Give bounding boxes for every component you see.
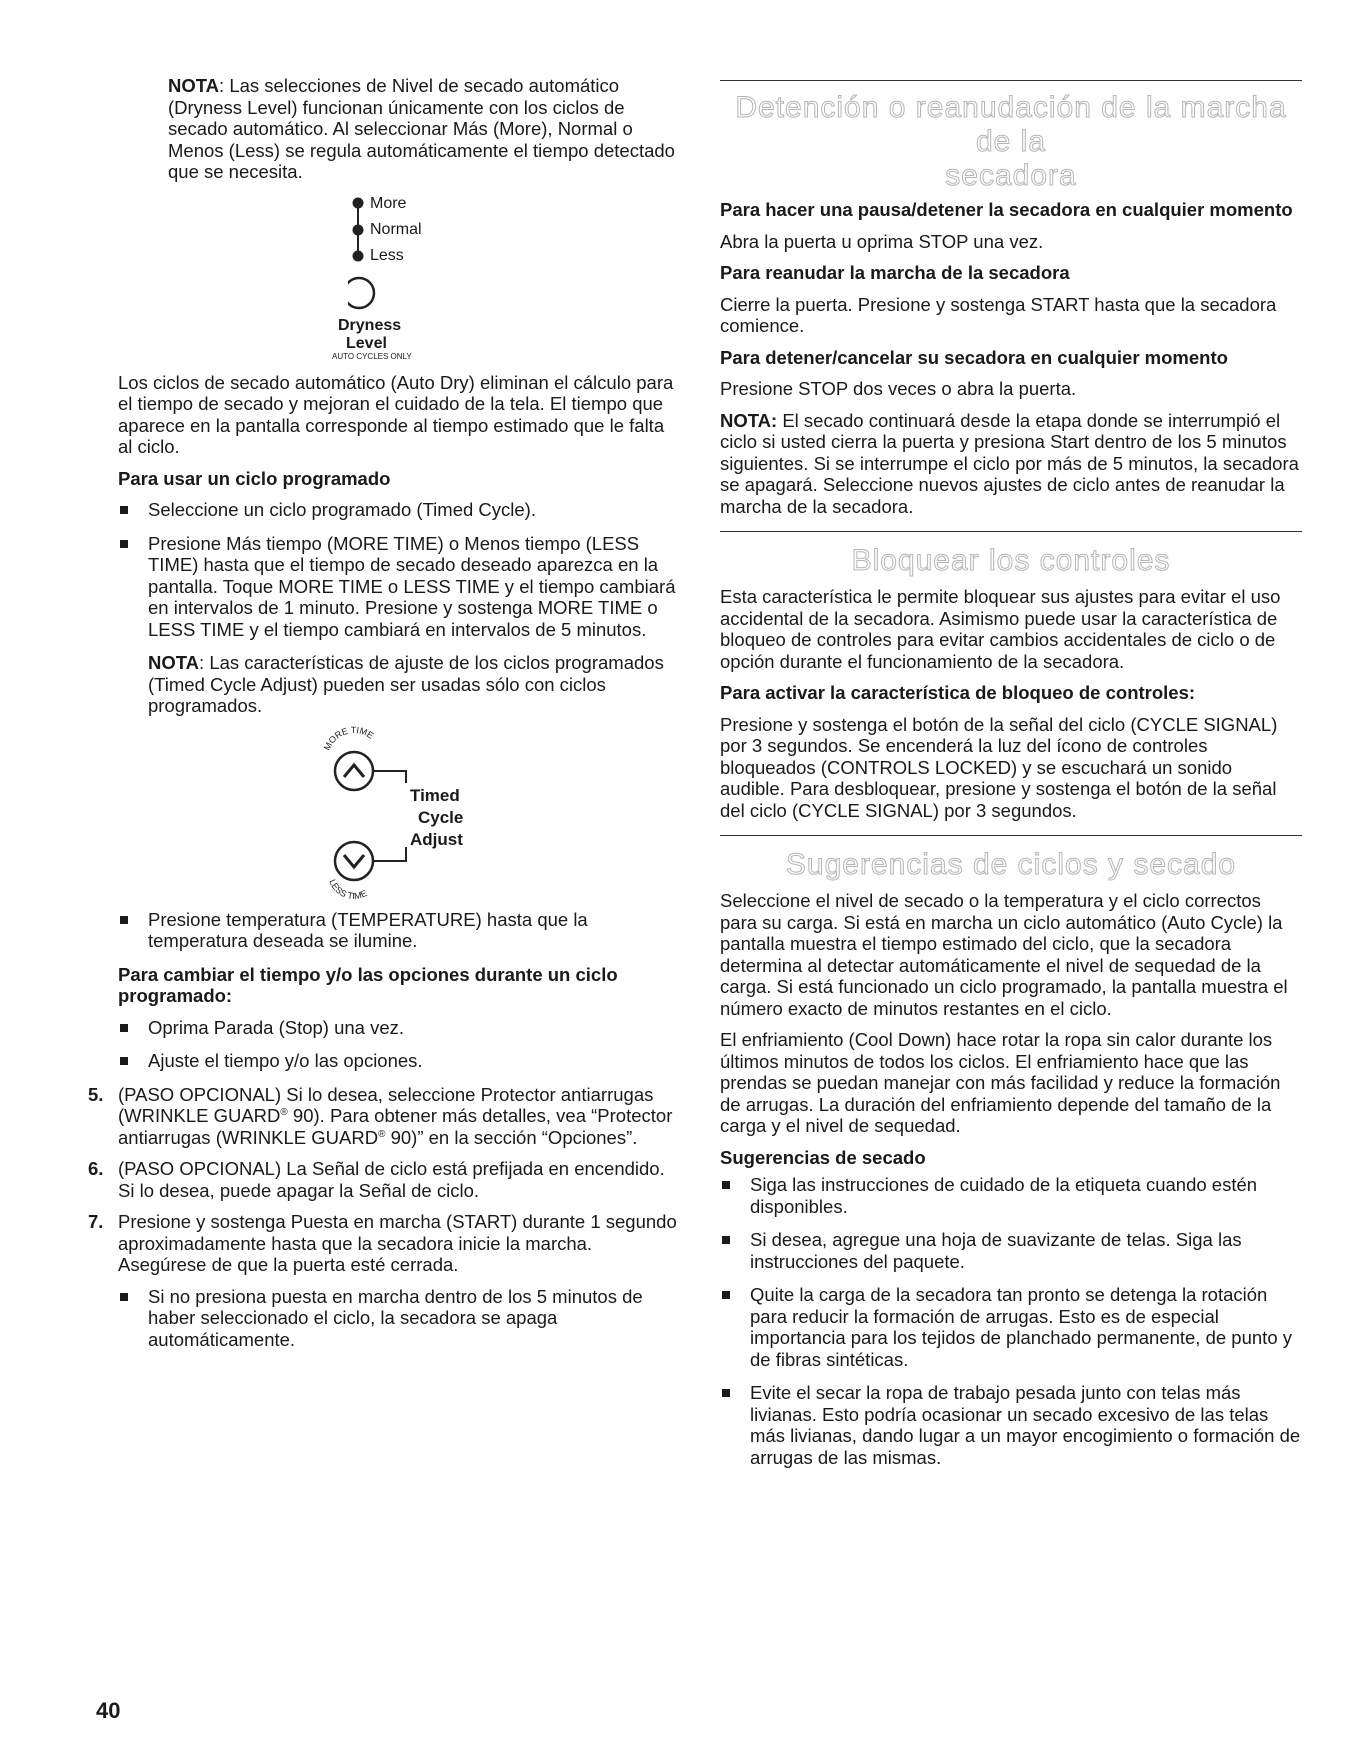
nota-text: El secado continuará desde la etapa donde se interrumpió el ciclo si usted cierra la puerta y presiona Start dentro de los 5 minutos siguientes. Si se interrumpe el ciclo por más de 5 minutos, la secadora se apagará. Seleccione nuevos ajustes de ciclo antes de reanudar la marcha de la secadora. <box>720 409 1299 517</box>
nota-timed-adjust <box>148 652 678 717</box>
left-column <box>88 75 678 1362</box>
nota-label: NOTA <box>168 75 220 96</box>
step-text: (PASO OPCIONAL) Si lo desea, seleccione Protector antiarrugas (WRINKLE GUARD <box>118 1083 654 1126</box>
list-item: Si no presiona puesta en marcha dentro de los 5 minutos de haber seleccionado el ciclo, la secadora se apaga automáticamente. <box>118 1286 678 1351</box>
list-item: Siga las instrucciones de cuidado de la etiqueta cuando estén disponibles. <box>720 1174 1302 1217</box>
section-title-line: secadora <box>945 159 1077 192</box>
svg-text:LESS TIME <box>327 877 368 900</box>
cancel-paragraph: Presione STOP dos veces o abra la puerta. <box>720 378 1077 399</box>
registered-mark: ® <box>378 1128 386 1140</box>
lock-paragraph: Esta característica le permite bloquear sus ajustes para evitar el uso accidental de la secadora. Asimismo puede usar la característica de bloqueo de controles para evitar cambios accidentales de ciclo o de opción durante el funcionamiento de la secadora. <box>720 586 1281 672</box>
svg-text:MORE TIME <box>322 725 376 752</box>
list-item: Si desea, agregue una hoja de suavizante de telas. Siga las instrucciones del paquete. <box>720 1229 1302 1272</box>
list-item: Evite el secar la ropa de trabajo pesada junto con telas más livianas. Esto podría ocasionar un secado excesivo de las telas más livianas, dando lugar a un mayor encogimiento o formación de arrugas de las mismas. <box>720 1382 1302 1468</box>
adjust-label: Adjust <box>410 829 463 849</box>
dryness-subtitle: AUTO CYCLES ONLY <box>332 351 412 361</box>
nota-text: : Las características de ajuste de los ciclos programados (Timed Cycle Adjust) pueden ser usadas sólo con ciclos programados. <box>148 652 664 716</box>
dryness-title: Dryness <box>338 316 402 334</box>
timed-cycle-heading: Para usar un ciclo programado <box>118 467 391 489</box>
step-text: Presione y sostenga Puesta en marcha (START) durante 1 segundo aproximadamente hasta que la secadora inicie la marcha. Asegúrese de que la puerta esté cerrada. <box>118 1211 677 1275</box>
cycle-label: Cycle <box>418 807 464 827</box>
dryness-less-label: Less <box>370 246 404 264</box>
step-number: 5. <box>88 1083 104 1105</box>
step-number: 7. <box>88 1211 104 1232</box>
lock-heading: Para activar la característica de bloqueo de controles: <box>720 682 1196 703</box>
timed-label: Timed <box>410 785 460 805</box>
step-number: 6. <box>88 1158 104 1179</box>
section-divider <box>720 80 1302 81</box>
list-item: Ajuste el tiempo y/o las opciones. <box>118 1050 678 1072</box>
nota-label: NOTA <box>148 652 200 673</box>
right-column <box>720 80 1302 1480</box>
timed-cycle-adjust-figure <box>318 725 518 903</box>
dryness-title-line2: Level <box>346 334 387 352</box>
step-5 <box>88 1084 678 1149</box>
step-text: (PASO OPCIONAL) La Señal de ciclo está prefijada en encendido. Si lo desea, puede apagar la Señal de ciclo. <box>118 1158 665 1201</box>
list-item: Presione Más tiempo (MORE TIME) o Menos tiempo (LESS TIME) hasta que el tiempo de secado deseado aparezca en la pantalla. Toque MORE TIME o LESS TIME y el tiempo cambiará en intervalos de 1 minuto. Presione y sostenga MORE TIME o LESS TIME y el tiempo cambiará en intervalos de 5 minutos. <box>118 533 678 641</box>
dryness-level-figure <box>332 193 548 368</box>
pause-paragraph: Abra la puerta u oprima STOP una vez. <box>720 230 1044 252</box>
list-item: Quite la carga de la secadora tan pronto se detenga la rotación para reducir la formación de arrugas. Esto es de especial importancia para los tejidos de planchado permanente, de punto y de fibras sintéticas. <box>720 1284 1302 1370</box>
auto-dry-paragraph: Los ciclos de secado automático (Auto Dry) eliminan el cálculo para el tiempo de secado y mejoran el cuidado de la tela. El tiempo que aparece en la pantalla corresponde al tiempo estimado que le falta al ciclo. <box>118 371 674 457</box>
dryness-normal-label: Normal <box>370 220 422 238</box>
more-time-arc-label: MORE TIME <box>321 724 376 752</box>
section-title-line: Detención o reanudación de la marcha de la <box>735 91 1287 158</box>
section-divider <box>720 531 1302 532</box>
list-item: Presione temperatura (TEMPERATURE) hasta que la temperatura deseada se ilumine. <box>118 909 678 952</box>
suggestions-paragraph-2: El enfriamiento (Cool Down) hace rotar la ropa sin calor durante los últimos minutos de todos los ciclos. El enfriamiento hace que las prendas se puedan manejar con más facilidad y reduce la formación de arrugas. La duración del enfriamiento depende del tamaño de la carga y el nivel de sequedad. <box>720 1029 1281 1136</box>
pause-heading: Para hacer una pausa/detener la secadora en cualquier momento <box>720 199 1293 220</box>
nota-label: NOTA: <box>720 409 778 431</box>
registered-mark: ® <box>280 1106 288 1118</box>
section-title-bloquear: Bloquear los controles <box>851 544 1171 577</box>
page-number: 40 <box>96 1698 121 1723</box>
step-6 <box>88 1158 678 1201</box>
less-time-arc-label: LESS TIME <box>327 877 369 901</box>
cancel-heading: Para detener/cancelar su secadora en cualquier momento <box>720 346 1228 368</box>
list-item: Seleccione un ciclo programado (Timed Cycle). <box>118 499 678 521</box>
step-text: 90). Para obtener más detalles, vea “Protector antiarrugas (WRINKLE GUARD <box>118 1105 673 1148</box>
resume-paragraph: Cierre la puerta. Presione y sostenga START hasta que la secadora comience. <box>720 293 1277 336</box>
step-7 <box>88 1211 678 1276</box>
nota-text: : Las selecciones de Nivel de secado automático (Dryness Level) funcionan únicamente con los ciclos de secado automático. Al seleccionar Más (More), Normal o Menos (Less) se regula automáticamente el tiempo detectado que se necesita. <box>168 75 675 182</box>
nota-dryness <box>168 75 678 183</box>
step-text: 90)” en la sección “Opciones”. <box>385 1126 638 1148</box>
section-title-detencion <box>720 91 1302 193</box>
resume-heading: Para reanudar la marcha de la secadora <box>720 262 1070 283</box>
nota-stop <box>720 410 1302 518</box>
section-divider <box>720 835 1302 836</box>
lock-instructions: Presione y sostenga el botón de la señal del ciclo (CYCLE SIGNAL) por 3 segundos. Se encenderá la luz del ícono de controles bloqueados (CONTROLS LOCKED) y se escuchará un sonido audible. Para desbloquear, presione y sostenga el botón de la señal del ciclo (CYCLE SIGNAL) por 3 segundos. <box>720 713 1278 821</box>
section-title-sugerencias: Sugerencias de ciclos y secado <box>785 848 1237 881</box>
dryness-more-label: More <box>370 194 407 212</box>
change-options-heading: Para cambiar el tiempo y/o las opciones durante un ciclo programado: <box>118 963 618 1006</box>
list-item: Oprima Parada (Stop) una vez. <box>118 1017 678 1039</box>
suggestions-paragraph-1: Seleccione el nivel de secado o la temperatura y el ciclo correctos para su carga. Si está en marcha un ciclo automático (Auto Cycle) la pantalla muestra el tiempo estimado del ciclo, que la secadora determina al detectar automáticamente el nivel de sequedad de la carga. Si está funcionado un ciclo programado, la pantalla muestra el número exacto de minutos restantes en el ciclo. <box>720 890 1288 1019</box>
drying-tips-heading: Sugerencias de secado <box>720 1146 926 1168</box>
